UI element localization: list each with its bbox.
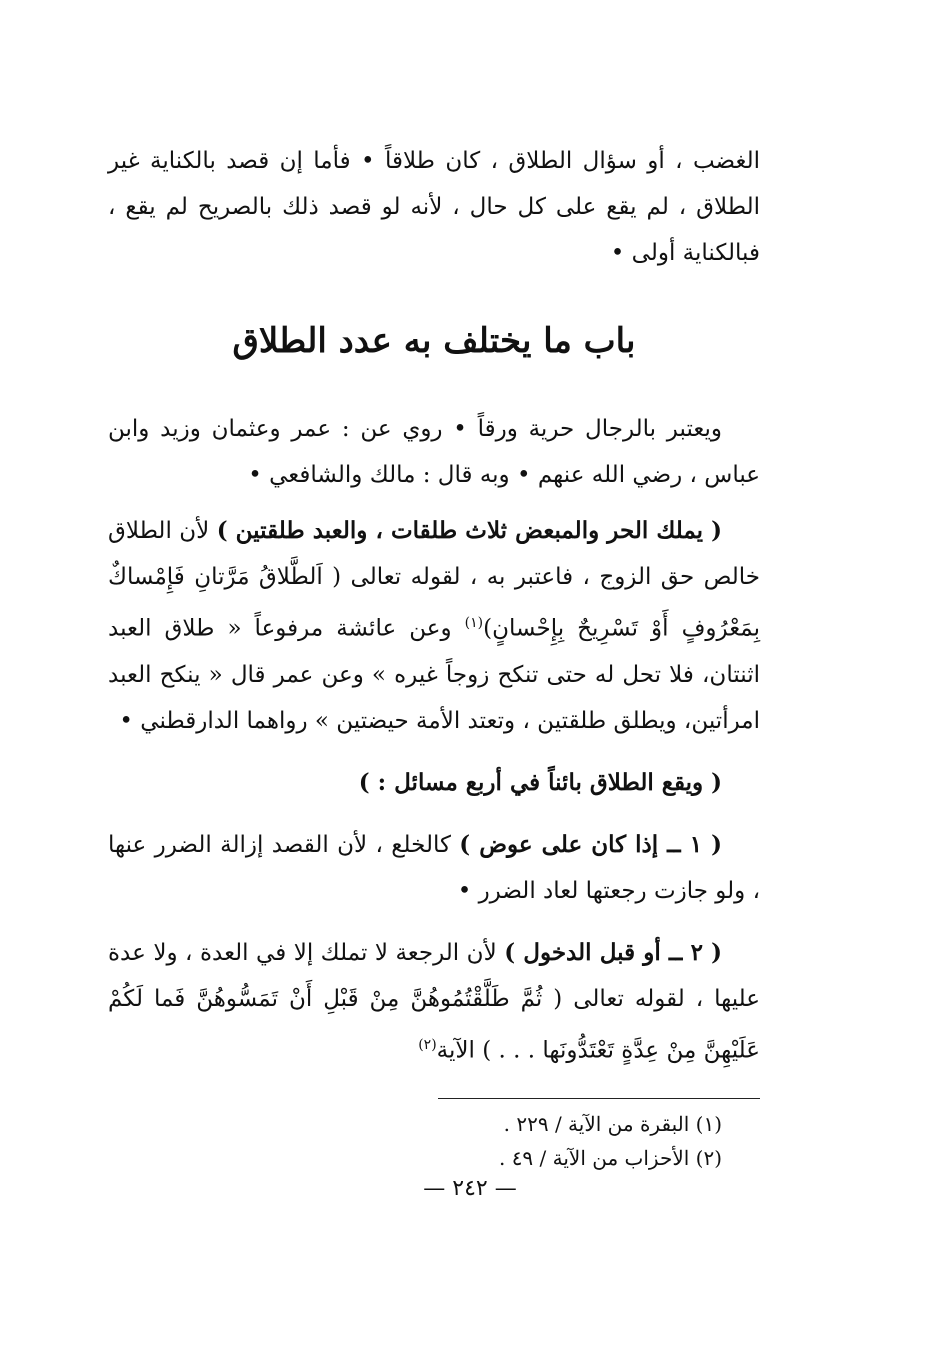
- ruling-heading: ( يملك الحر والمبعض ثلاث طلقات ، والعبد طلقتين ): [216, 517, 723, 544]
- intro-paragraph: [108, 138, 760, 276]
- paragraph-narrators-text: ويعتبر بالرجال حرية ورقاً • روي عن : عمر وعثمان وزيد وابن عباس ، رضي الله عنهم • وبه قال : مالك والشافعي •: [108, 416, 760, 488]
- paragraph-case-2: [108, 930, 760, 1074]
- page-number: — ٢٤٢ —: [423, 1176, 517, 1201]
- page-body: [108, 138, 760, 1073]
- footnote-2: (٢) الأحزاب من الآية / ٤٩ .: [498, 1146, 722, 1170]
- paragraph-divorce-count: [108, 508, 760, 744]
- case-1-text: كالخلع ، لأن القصد إزالة الضرر عنها ، ولو جازت رجعتها لعاد الضرر •: [108, 831, 760, 904]
- bain-heading: ( ويقع الطلاق بائناً في أربع مسائل : ): [358, 768, 722, 796]
- ruling-text-part2: وعن عائشة مرفوعاً « طلاق العبد اثنتان، فلا تحل له حتى تنكح زوجاً غيره » وعن عمر قال « ينكح العبد امرأتين، ويطلق طلقتين ، وتعتد الأمة حيضتين » رواهما الدارقطني •: [108, 615, 760, 734]
- paragraph-bain-intro: [108, 760, 760, 806]
- case-2-heading: ( ٢ ــ أو قبل الدخول ): [504, 938, 723, 966]
- footnote-ref-1: (١): [464, 615, 484, 631]
- footnote-ref-2: (٢): [418, 1036, 437, 1053]
- paragraph-case-1: [108, 822, 760, 914]
- footnote-1: (١) البقرة من الآية / ٢٢٩ .: [503, 1112, 722, 1136]
- paragraph-narrators: [108, 406, 760, 498]
- chapter-title: باب ما يختلف به عدد الطلاق: [232, 321, 636, 361]
- case-2-text: لأن الرجعة لا تملك إلا في العدة ، ولا عدة عليها ، لقوله تعالى ( ثُمَّ طَلَّقْتُمُوهُنَّ مِنْ قَبْلِ أَنْ تَمَسُّوهُنَّ فَما لَكُمْ عَلَيْهِنَّ مِنْ عِدَّةٍ تَعْتَدُّونَها . . . ) الآية: [108, 939, 760, 1064]
- case-1-heading: ( ١ ــ إذا كان على عوض ): [459, 830, 723, 858]
- ruling-text-part1: لأن الطلاق خالص حق الزوج ، فاعتبر به ، لقوله تعالى ( اَلطَّلاقُ مَرَّتانِ فَإِمْساكٌ بِمَعْرُوفٍ أَوْ تَسْرِيحٌ بِإِحْسانٍ): [108, 518, 761, 642]
- footnotes: [438, 1098, 760, 1175]
- intro-text: الغضب ، أو سؤال الطلاق ، كان طلاقاً • فأما إن قصد بالكناية غير الطلاق ، لم يقع على كل حال ، لأنه لو قصد ذلك بالصريح لم يقع ، فبالكناية أولى •: [108, 148, 760, 266]
